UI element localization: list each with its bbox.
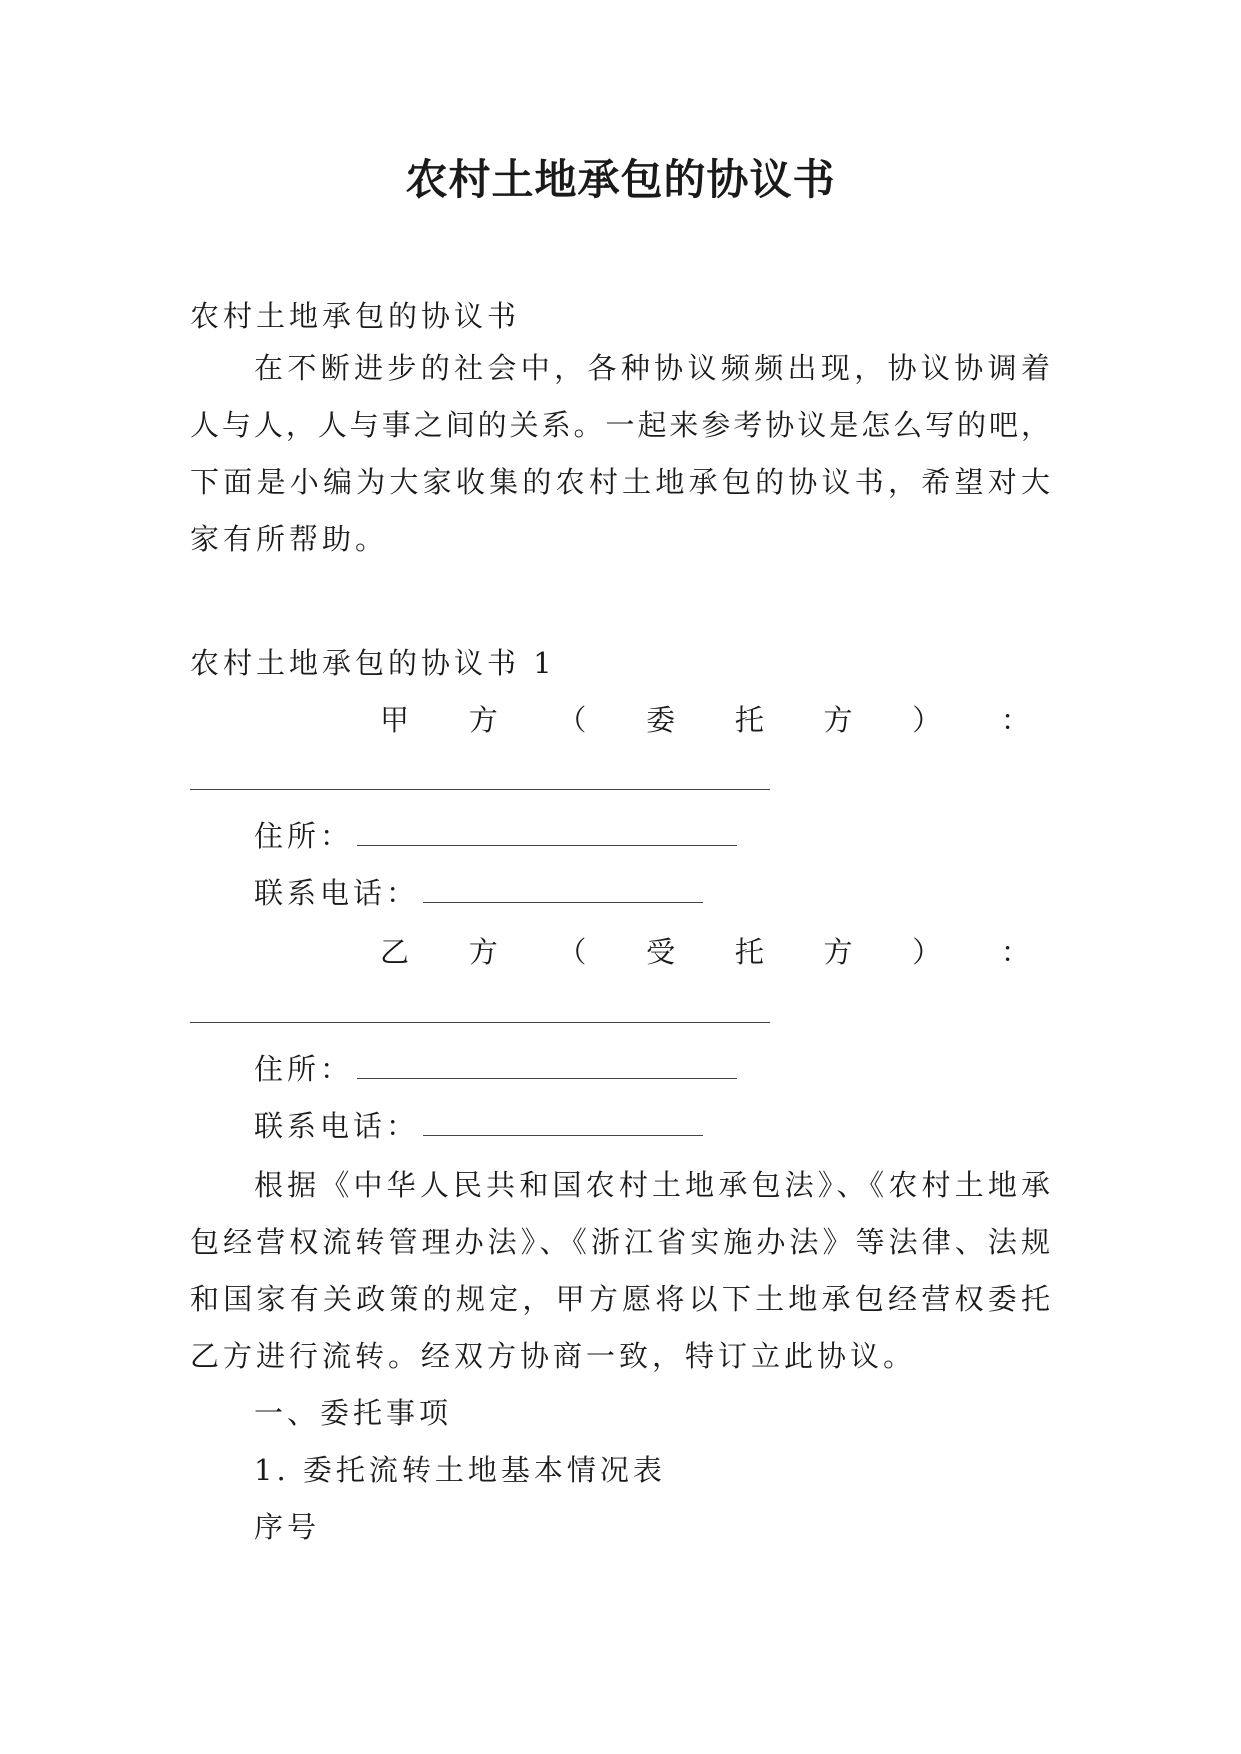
party-a-label-char: 委 bbox=[646, 703, 676, 737]
section-title: 农村土地承包的协议书 1 bbox=[190, 646, 556, 680]
party-a-label-char: 托 bbox=[734, 703, 764, 737]
party-a-name-blank bbox=[190, 789, 770, 790]
intro-line: 人与人，人与事之间的关系。一起来参考协议是怎么写的吧， bbox=[190, 408, 1050, 442]
party-a-label bbox=[380, 700, 1030, 740]
party-b-label-char: ） bbox=[912, 935, 942, 969]
party-a-address-blank bbox=[357, 817, 737, 846]
basis-line: 和国家有关政策的规定，甲方愿将以下土地承包经营权委托 bbox=[190, 1282, 1050, 1316]
party-b-address-label: 住所： bbox=[254, 1052, 354, 1086]
party-b-label-char: 托 bbox=[734, 935, 764, 969]
basis-line: 包经营权流转管理办法》、《浙江省实施办法》等法律、法规 bbox=[190, 1225, 1050, 1259]
party-b-label-char: 方 bbox=[468, 935, 498, 969]
intro-line: 在不断进步的社会中，各种协议频频出现，协议协调着 bbox=[254, 351, 1050, 385]
party-b-phone-label: 联系电话： bbox=[254, 1109, 420, 1143]
party-b-phone bbox=[254, 1106, 703, 1146]
party-a-label-char: 方 bbox=[468, 703, 498, 737]
party-a-label-char: ） bbox=[912, 703, 942, 737]
party-a-phone-blank bbox=[423, 874, 703, 903]
basis-line: 根据《中华人民共和国农村土地承包法》、《农村土地承 bbox=[254, 1168, 1050, 1202]
party-a-address bbox=[254, 816, 737, 856]
item-heading: 一、委托事项 bbox=[254, 1396, 453, 1430]
party-a-label-char: （ bbox=[557, 703, 587, 737]
party-a-phone bbox=[254, 873, 703, 913]
party-a-label-char: ： bbox=[1000, 703, 1030, 737]
party-b-phone-blank bbox=[423, 1107, 703, 1136]
party-b-label-char: 受 bbox=[646, 935, 676, 969]
document-subtitle: 农村土地承包的协议书 bbox=[190, 299, 521, 333]
party-a-phone-label: 联系电话： bbox=[254, 876, 420, 910]
item-1-heading: 1. 委托流转土地基本情况表 bbox=[254, 1453, 666, 1487]
page-title: 农村土地承包的协议书 bbox=[405, 155, 836, 204]
party-b-address bbox=[254, 1049, 737, 1089]
party-b-label-char: （ bbox=[557, 935, 587, 969]
party-b-label-char: 乙 bbox=[380, 935, 410, 969]
party-a-label-char: 方 bbox=[823, 703, 853, 737]
basis-line: 乙方进行流转。经双方协商一致，特订立此协议。 bbox=[190, 1339, 917, 1373]
party-b-name-blank bbox=[190, 1022, 770, 1023]
intro-line: 下面是小编为大家收集的农村土地承包的协议书，希望对大 bbox=[190, 465, 1050, 499]
intro-line: 家有所帮助。 bbox=[190, 522, 389, 556]
table-header-serial: 序号 bbox=[254, 1510, 321, 1544]
party-a-address-label: 住所： bbox=[254, 819, 354, 853]
party-b-label-char: 方 bbox=[823, 935, 853, 969]
party-b-label-char: ： bbox=[1000, 935, 1030, 969]
party-a-label-char: 甲 bbox=[380, 703, 410, 737]
party-b-label bbox=[380, 932, 1030, 972]
party-b-address-blank bbox=[357, 1050, 737, 1079]
